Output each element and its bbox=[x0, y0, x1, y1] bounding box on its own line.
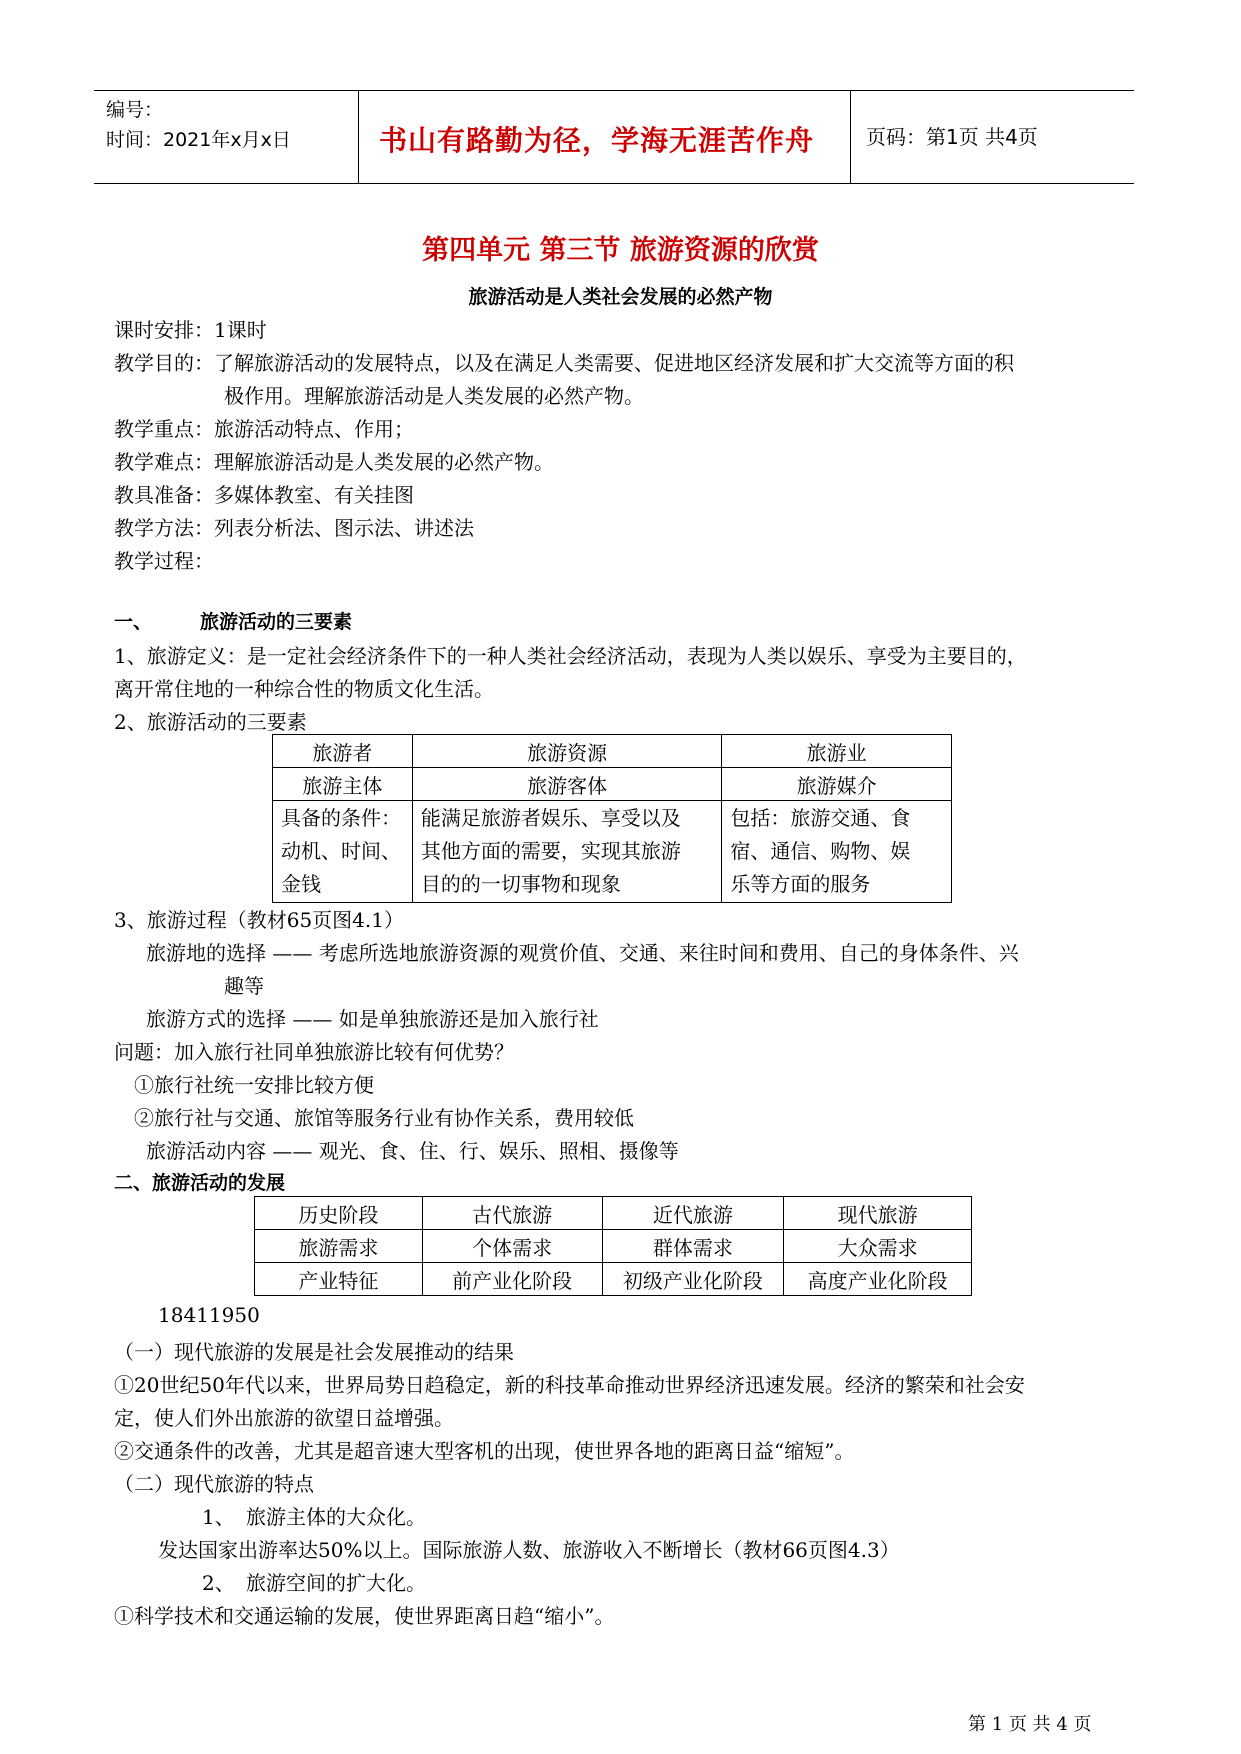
tourism-process-label: 3、旅游过程（教材65页图4.1） bbox=[114, 908, 404, 932]
header-divider bbox=[358, 91, 359, 183]
section2-heading: 二、旅游活动的发展 bbox=[114, 1172, 286, 1194]
table-row bbox=[273, 801, 952, 903]
subsection1-point1: ①20世纪50年代以来，世界局势日趋稳定，新的科技革命推动世界经济迅速发展。经济的繁荣和社会安 bbox=[114, 1373, 1025, 1397]
subsection1-point1-cont: 定，使人们外出旅游的欲望日益增强。 bbox=[114, 1406, 454, 1430]
key-points: 教学重点：旅游活动特点、作用； bbox=[114, 417, 414, 441]
cell-line: 能满足旅游者娱乐、享受以及 bbox=[420, 806, 681, 830]
class-hours: 课时安排：1课时 bbox=[114, 318, 267, 342]
tourism-definition: 1、旅游定义：是一定社会经济条件下的一种人类社会经济活动，表现为人类以娱乐、享受为主要目的， bbox=[114, 644, 1027, 668]
time-label: 时间：2021年x月x日 bbox=[106, 129, 291, 151]
cell-line: 目的的一切事物和现象 bbox=[420, 872, 621, 896]
tools: 教具准备：多媒体教室、有关挂图 bbox=[114, 483, 414, 507]
table-cell: 现代旅游 bbox=[784, 1197, 972, 1230]
table-row bbox=[273, 768, 952, 801]
answer-1: ①旅行社统一安排比较方便 bbox=[134, 1073, 374, 1097]
table-cell: 群体需求 bbox=[602, 1230, 784, 1263]
answer-2: ②旅行社与交通、旅馆等服务行业有协作关系，费用较低 bbox=[134, 1106, 634, 1130]
teaching-purpose-cont: 极作用。理解旅游活动是人类发展的必然产物。 bbox=[224, 384, 644, 408]
cell-line: 金钱 bbox=[281, 872, 321, 896]
subsection1-heading: （一）现代旅游的发展是社会发展推动的结果 bbox=[114, 1340, 514, 1364]
page-subtitle: 旅游活动是人类社会发展的必然产物 bbox=[468, 286, 773, 308]
section1-heading: 旅游活动的三要素 bbox=[200, 611, 353, 633]
subsection1-point2: ②交通条件的改善，尤其是超音速大型客机的出现，使世界各地的距离日益“缩短”。 bbox=[114, 1439, 855, 1463]
item2: 旅游空间的扩大化。 bbox=[246, 1571, 426, 1595]
table-row bbox=[255, 1263, 972, 1296]
cell-line: 乐等方面的服务 bbox=[730, 872, 871, 896]
table-cell: 初级产业化阶段 bbox=[602, 1263, 784, 1296]
table-cell: 个体需求 bbox=[422, 1230, 602, 1263]
table-cell: 旅游者 bbox=[273, 735, 413, 768]
item1-number: 1、 bbox=[202, 1505, 235, 1529]
table-cell: 旅游媒介 bbox=[722, 768, 952, 801]
table-cell bbox=[273, 801, 413, 903]
table-cell: 高度产业化阶段 bbox=[784, 1263, 972, 1296]
destination-choice: 旅游地的选择 —— 考虑所选地旅游资源的观赏价值、交通、来往时间和费用、自己的身体条件、兴 bbox=[146, 941, 1019, 965]
subsection2-heading: （二）现代旅游的特点 bbox=[114, 1472, 314, 1496]
table-cell bbox=[412, 801, 722, 903]
table-cell: 近代旅游 bbox=[602, 1197, 784, 1230]
table-cell bbox=[722, 801, 952, 903]
item1-description: 发达国家出游率达50%以上。国际旅游人数、旅游收入不断增长（教材66页图4.3） bbox=[158, 1538, 900, 1562]
table-cell: 旅游主体 bbox=[273, 768, 413, 801]
page-title: 第四单元 第三节 旅游资源的欣赏 bbox=[422, 235, 819, 266]
document-header bbox=[94, 90, 1134, 184]
number-label: 编号： bbox=[106, 99, 164, 121]
process: 教学过程： bbox=[114, 549, 214, 573]
header-divider bbox=[850, 91, 851, 183]
cell-line: 其他方面的需要，实现其旅游 bbox=[420, 839, 681, 863]
header-meta bbox=[106, 95, 291, 155]
cell-line: 宿、通信、购物、娱 bbox=[730, 839, 911, 863]
table-cell: 产业特征 bbox=[255, 1263, 423, 1296]
methods: 教学方法：列表分析法、图示法、讲述法 bbox=[114, 516, 474, 540]
activity-content: 旅游活动内容 —— 观光、食、住、行、娱乐、照相、摄像等 bbox=[146, 1139, 679, 1163]
item1: 旅游主体的大众化。 bbox=[246, 1505, 426, 1529]
item2-number: 2、 bbox=[202, 1571, 235, 1595]
three-elements-table bbox=[272, 734, 952, 903]
difficulties: 教学难点：理解旅游活动是人类发展的必然产物。 bbox=[114, 450, 554, 474]
cell-line: 包括：旅游交通、食 bbox=[730, 806, 911, 830]
mode-choice: 旅游方式的选择 —— 如是单独旅游还是加入旅行社 bbox=[146, 1007, 599, 1031]
table-row bbox=[255, 1230, 972, 1263]
cell-line: 具备的条件： bbox=[281, 806, 401, 830]
item2-description: ①科学技术和交通运输的发展，使世界距离日趋“缩小”。 bbox=[114, 1604, 615, 1628]
motto: 书山有路勤为径，学海无涯苦作舟 bbox=[379, 124, 815, 157]
years-label: 18411950 bbox=[158, 1303, 260, 1327]
table-cell: 历史阶段 bbox=[255, 1197, 423, 1230]
question: 问题：加入旅行社同单独旅游比较有何优势？ bbox=[114, 1040, 514, 1064]
tourism-definition-cont: 离开常住地的一种综合性的物质文化生活。 bbox=[114, 677, 494, 701]
three-elements-label: 2、旅游活动的三要素 bbox=[114, 710, 307, 734]
destination-choice-cont: 趣等 bbox=[224, 974, 264, 998]
table-cell: 大众需求 bbox=[784, 1230, 972, 1263]
section1-number: 一、 bbox=[114, 611, 153, 633]
table-cell: 古代旅游 bbox=[422, 1197, 602, 1230]
page-info: 页码：第1页 共4页 bbox=[866, 125, 1038, 149]
table-cell: 旅游需求 bbox=[255, 1230, 423, 1263]
table-row bbox=[255, 1197, 972, 1230]
tourism-development-table bbox=[254, 1196, 972, 1296]
table-cell: 旅游业 bbox=[722, 735, 952, 768]
teaching-purpose: 教学目的：了解旅游活动的发展特点，以及在满足人类需要、促进地区经济发展和扩大交流等方面的积 bbox=[114, 351, 1014, 375]
page-footer: 第 1 页 共 4 页 bbox=[968, 1714, 1092, 1735]
table-cell: 旅游客体 bbox=[412, 768, 722, 801]
table-row bbox=[273, 735, 952, 768]
cell-line: 动机、时间、 bbox=[281, 839, 401, 863]
table-cell: 前产业化阶段 bbox=[422, 1263, 602, 1296]
table-cell: 旅游资源 bbox=[412, 735, 722, 768]
